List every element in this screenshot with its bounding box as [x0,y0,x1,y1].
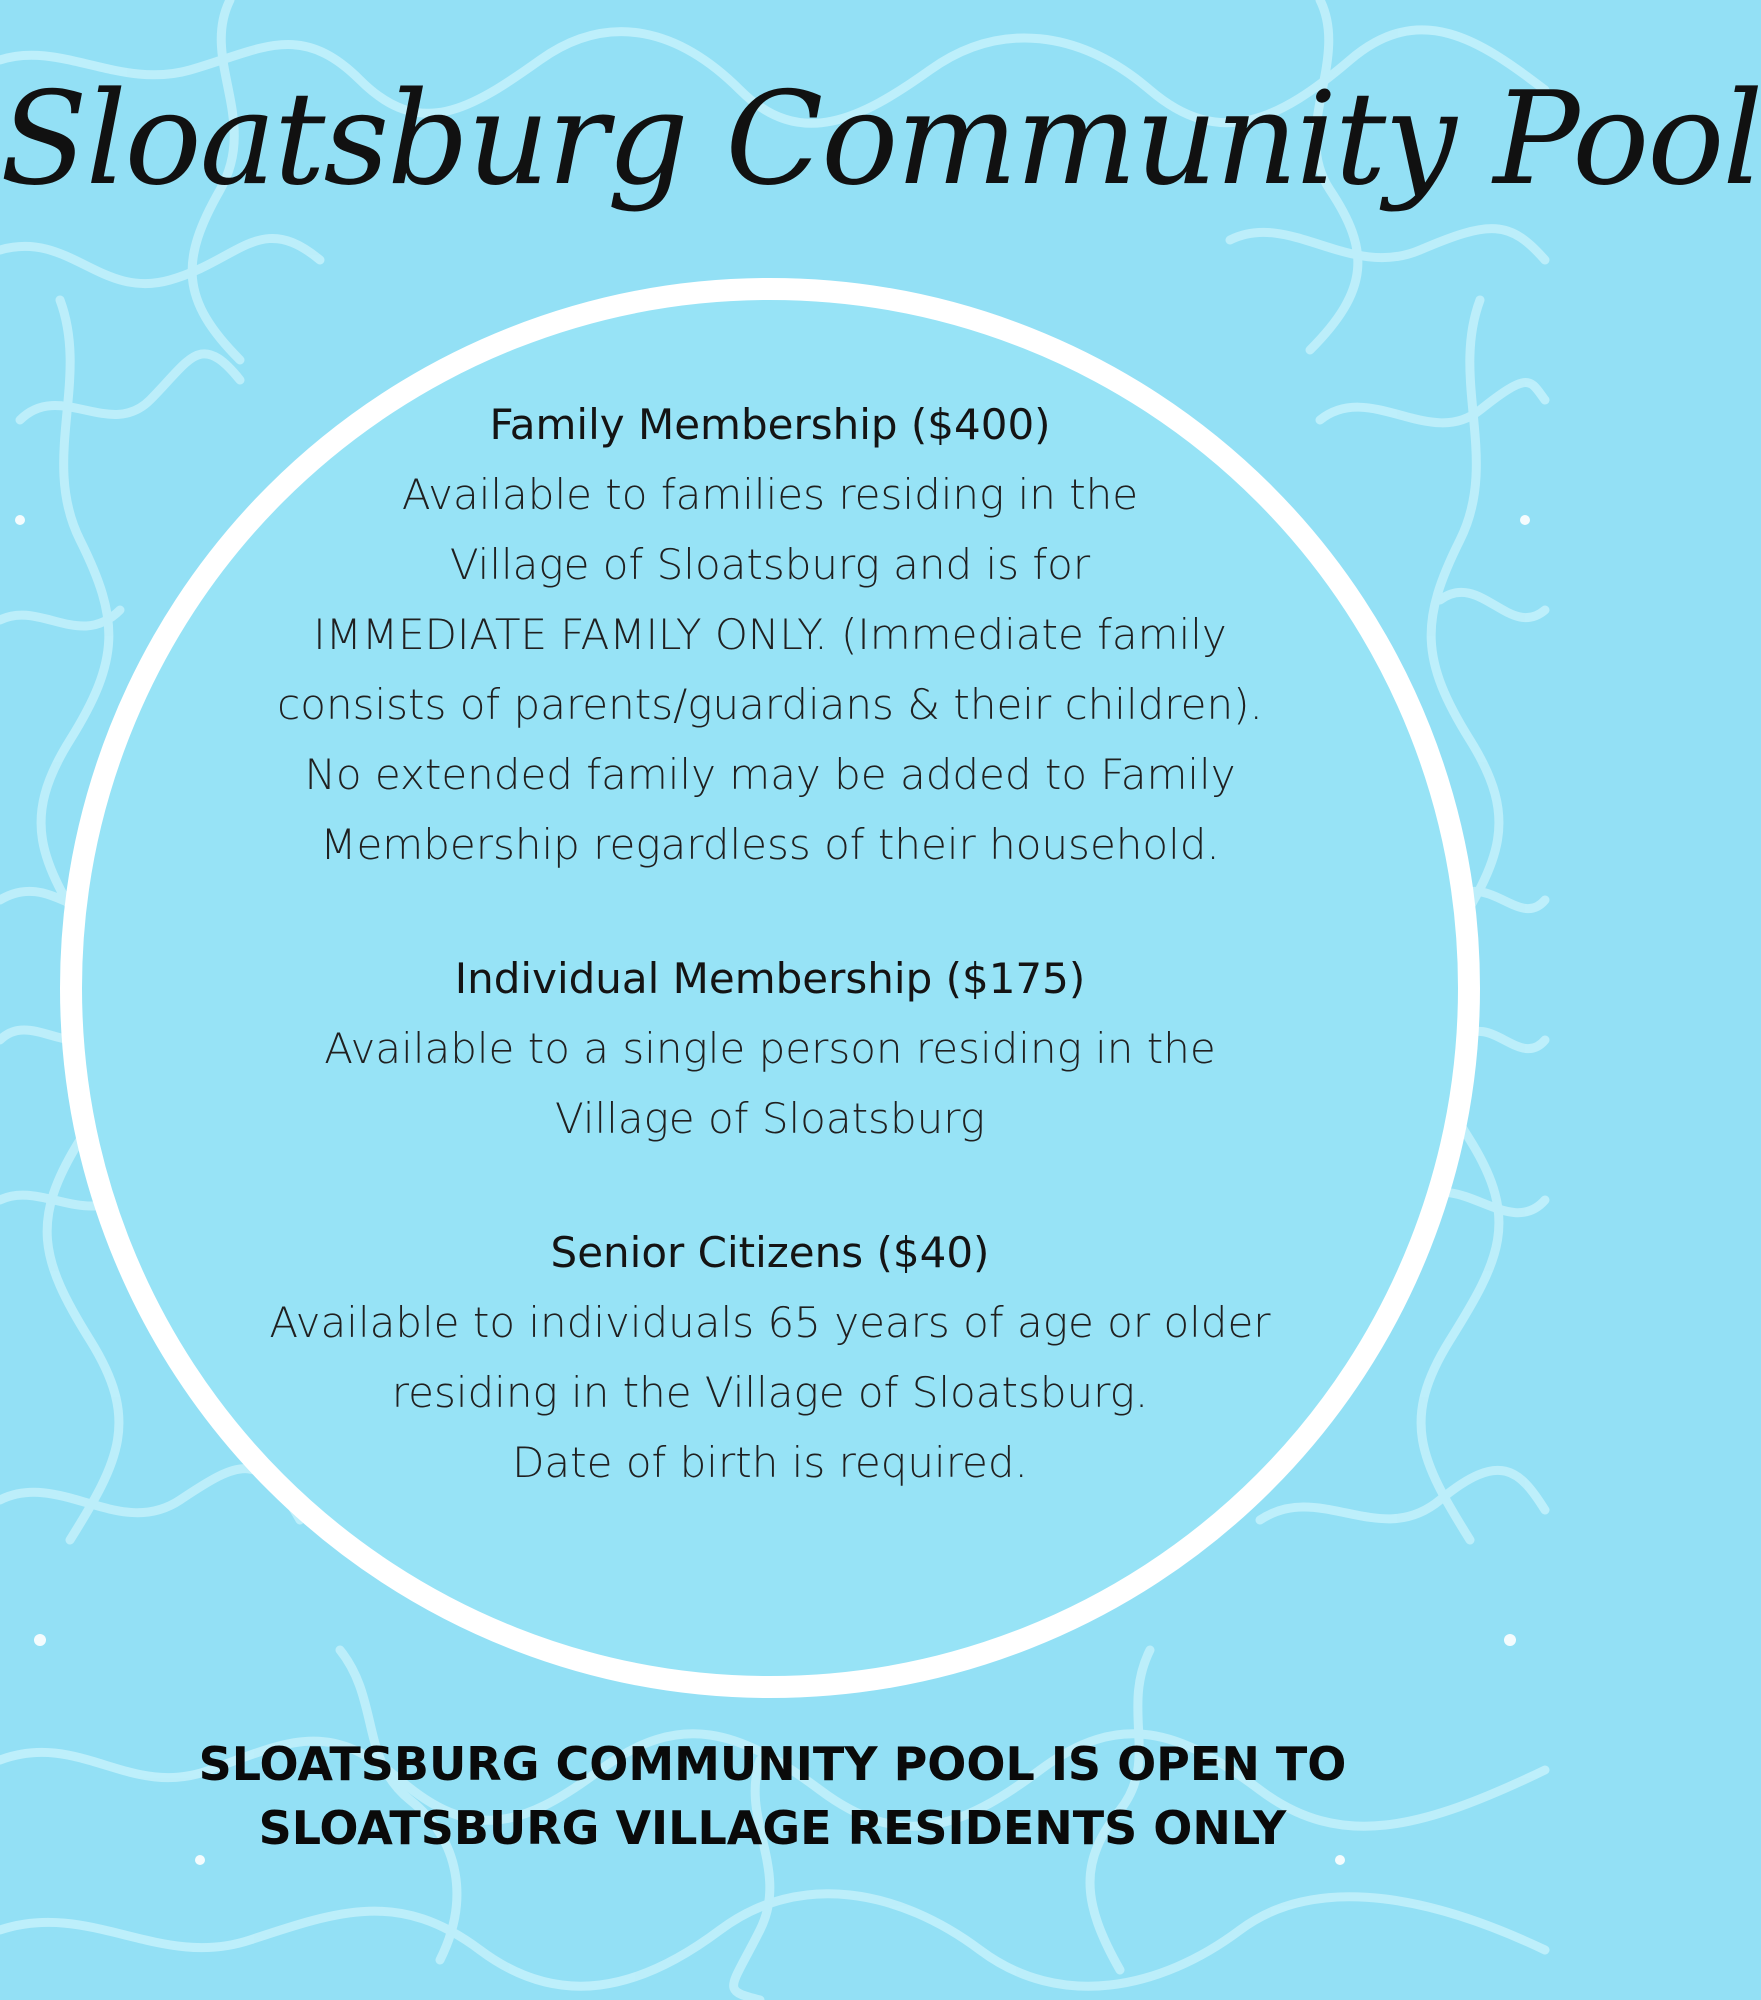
individual-membership-line: Available to a single person residing in the [324,1024,1216,1073]
family-membership-line: consists of parents/guardians & their children). [277,680,1263,729]
senior-membership [160,1218,1380,1498]
family-membership-line: Membership regardless of their household. [320,820,1220,869]
residents-only-notice [0,1732,1545,1860]
notice-line-2: SLOATSBURG VILLAGE RESIDENTS ONLY [258,1801,1287,1855]
individual-membership-line: Village of Sloatsburg [555,1094,985,1143]
pool-title: Sloatsburg Community Pool [0,65,1761,214]
individual-membership-heading: Individual Membership ($175) [454,954,1086,1003]
senior-membership-line: Available to individuals 65 years of age or older [269,1298,1271,1347]
family-membership-line: Available to families residing in the [401,470,1139,519]
membership-list [160,390,1380,1562]
individual-membership [160,944,1380,1154]
notice-line-1: SLOATSBURG COMMUNITY POOL IS OPEN TO [198,1737,1347,1791]
family-membership-line: IMMEDIATE FAMILY ONLY. (Immediate family [313,610,1227,659]
senior-membership-heading: Senior Citizens ($40) [550,1228,990,1277]
senior-membership-line: Date of birth is required. [512,1438,1028,1487]
family-membership-line: Village of Sloatsburg and is for [449,540,1091,589]
family-membership-line: No extended family may be added to Family [304,750,1236,799]
family-membership [160,390,1380,880]
senior-membership-line: residing in the Village of Sloatsburg. [391,1368,1149,1417]
family-membership-heading: Family Membership ($400) [489,400,1051,449]
